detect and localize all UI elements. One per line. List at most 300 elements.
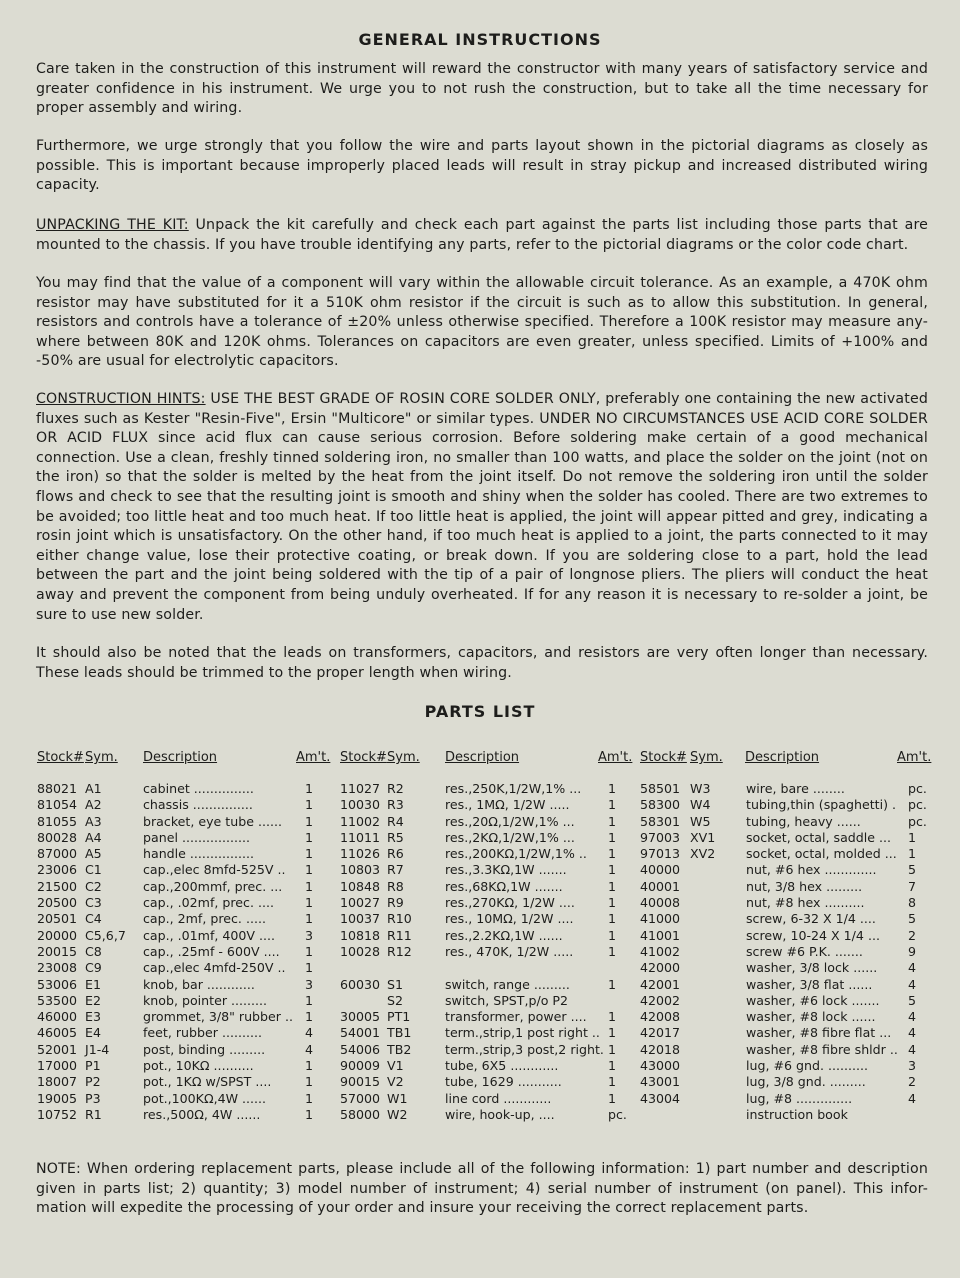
parts-row [640, 911, 925, 927]
part-symbol: R7 [387, 862, 404, 878]
part-description: term.,strip,3 post,2 right. [445, 1041, 604, 1057]
part-stock-number: 43004 [640, 1090, 681, 1106]
part-stock-number: 40000 [640, 862, 681, 878]
parts-row [640, 1107, 925, 1123]
parts-row [340, 1074, 620, 1090]
part-symbol: C3 [85, 895, 102, 911]
part-description: res.,2.2KΩ,1W ...... [445, 927, 563, 943]
part-amount: 8 [908, 895, 917, 911]
part-stock-number: 97013 [640, 846, 681, 862]
part-description: screw, 10-24 X 1/4 ... [746, 927, 880, 943]
part-amount: 4 [908, 1025, 917, 1041]
part-amount: 5 [908, 862, 917, 878]
part-symbol: C4 [85, 911, 102, 927]
parts-row [37, 781, 317, 797]
part-description: post, binding ......... [143, 1041, 266, 1057]
part-stock-number: 80028 [37, 829, 78, 845]
parts-row [340, 993, 620, 1009]
part-stock-number: 10028 [340, 943, 381, 959]
part-amount: pc. [908, 797, 927, 813]
part-amount: 1 [608, 797, 617, 813]
part-symbol: XV2 [690, 846, 716, 862]
unpacking-text: Unpack the kit carefully and check each part against the parts list including those parts that are mounted to the chassis. If you have trouble identifying any parts, refer to the pictorial diagrams or the color code chart. [36, 217, 928, 253]
col2-sym-header: Sym. [387, 750, 420, 765]
part-stock-number: 40001 [640, 878, 681, 894]
part-description: lug, #8 .............. [746, 1090, 853, 1106]
part-description: tube, 6X5 ............ [445, 1058, 559, 1074]
part-amount: 1 [908, 846, 917, 862]
paragraph-unpacking [36, 216, 928, 255]
parts-row [640, 879, 925, 895]
parts-row [37, 797, 317, 813]
parts-row [640, 895, 925, 911]
part-description: wire, hook-up, .... [445, 1106, 555, 1122]
part-symbol: A5 [85, 846, 102, 862]
part-stock-number: 42017 [640, 1025, 681, 1041]
part-amount: 4 [305, 1041, 314, 1057]
paragraph-construction [36, 390, 928, 625]
part-symbol: W4 [690, 797, 711, 813]
parts-row [340, 944, 620, 960]
parts-row [340, 911, 620, 927]
part-stock-number: 23006 [37, 862, 78, 878]
parts-row [37, 1058, 317, 1074]
parts-row [340, 1042, 620, 1058]
part-description: pot., 1KΩ w/SPST .... [143, 1074, 272, 1090]
part-description: res.,68KΩ,1W ....... [445, 878, 563, 894]
part-amount: 1 [305, 797, 314, 813]
parts-row [37, 830, 317, 846]
part-symbol: C5,6,7 [85, 927, 126, 943]
parts-row [640, 1058, 925, 1074]
parts-column-3 [640, 781, 925, 1123]
col2-amt-header: Am't. [598, 750, 633, 765]
part-symbol: P1 [85, 1058, 101, 1074]
part-amount: 5 [908, 992, 917, 1008]
part-stock-number: 97003 [640, 829, 681, 845]
part-stock-number: 41002 [640, 943, 681, 959]
part-amount: pc. [608, 1106, 627, 1122]
part-stock-number: 10037 [340, 911, 381, 927]
part-amount: 1 [305, 1074, 314, 1090]
part-description: feet, rubber .......... [143, 1025, 262, 1041]
part-symbol: R3 [387, 797, 404, 813]
part-stock-number: 88021 [37, 781, 78, 796]
part-description: pot.,100KΩ,4W ...... [143, 1090, 267, 1106]
part-description: res.,20Ω,1/2W,1% ... [445, 813, 575, 829]
part-amount: 1 [608, 1074, 617, 1090]
part-stock-number: 18007 [37, 1074, 78, 1090]
part-stock-number: 53500 [37, 992, 78, 1008]
part-stock-number: 10818 [340, 927, 381, 943]
parts-row [37, 846, 317, 862]
parts-row [37, 928, 317, 944]
parts-row [640, 1074, 925, 1090]
part-stock-number: 42008 [640, 1009, 681, 1025]
parts-row [37, 862, 317, 878]
part-stock-number: 11027 [340, 781, 381, 796]
part-description: chassis ............... [143, 797, 253, 813]
parts-row [640, 797, 925, 813]
part-description: res., 10MΩ, 1/2W .... [445, 911, 574, 927]
part-description: res.,3.3KΩ,1W ....... [445, 862, 567, 878]
part-stock-number: 46000 [37, 1009, 78, 1025]
parts-row [340, 1009, 620, 1025]
parts-row [640, 814, 925, 830]
part-amount: 1 [305, 1058, 314, 1074]
part-symbol: W3 [690, 781, 711, 796]
col3-amt-header: Am't. [897, 750, 932, 765]
parts-row [340, 1058, 620, 1074]
parts-row [640, 862, 925, 878]
part-stock-number: 58300 [640, 797, 681, 813]
part-stock-number: 43001 [640, 1074, 681, 1090]
part-stock-number: 42002 [640, 992, 681, 1008]
part-stock-number: 42001 [640, 976, 681, 992]
parts-row [340, 781, 620, 797]
parts-row [340, 928, 620, 944]
parts-row [640, 781, 925, 797]
part-description: bracket, eye tube ...... [143, 813, 282, 829]
part-amount: 3 [305, 927, 314, 943]
parts-row [640, 977, 925, 993]
part-amount: 4 [908, 1009, 917, 1025]
part-description: switch, range ......... [445, 976, 570, 992]
part-amount: 1 [305, 781, 314, 796]
part-description: transformer, power .... [445, 1009, 587, 1025]
part-symbol: W5 [690, 813, 711, 829]
parts-row [37, 960, 317, 976]
part-symbol: W1 [387, 1090, 408, 1106]
part-amount: 4 [908, 1090, 917, 1106]
part-description: res.,270KΩ, 1/2W .... [445, 895, 575, 911]
part-stock-number: 58301 [640, 813, 681, 829]
parts-row [640, 993, 925, 1009]
parts-row [640, 830, 925, 846]
parts-row [37, 911, 317, 927]
part-symbol: R1 [85, 1106, 102, 1122]
part-amount: 1 [608, 781, 617, 796]
part-description: cap., .01mf, 400V .... [143, 927, 276, 943]
part-description: tubing,thin (spaghetti) . [746, 797, 896, 813]
part-stock-number: 58000 [340, 1106, 381, 1122]
part-stock-number: 20500 [37, 895, 78, 911]
part-stock-number: 10848 [340, 878, 381, 894]
part-description: instruction book [746, 1106, 848, 1122]
part-symbol: R6 [387, 846, 404, 862]
part-amount: 1 [608, 911, 617, 927]
part-symbol: R12 [387, 943, 412, 959]
part-stock-number: 90015 [340, 1074, 381, 1090]
parts-row [37, 944, 317, 960]
parts-row [340, 814, 620, 830]
parts-row [340, 895, 620, 911]
part-amount: 1 [608, 943, 617, 959]
part-stock-number: 23008 [37, 960, 78, 976]
part-description: panel ................. [143, 829, 250, 845]
parts-row [37, 1107, 317, 1123]
parts-column-2 [340, 781, 627, 1123]
part-description: res.,200KΩ,1/2W,1% .. [445, 846, 587, 862]
part-amount: 1 [305, 846, 314, 862]
part-amount: 1 [608, 862, 617, 878]
part-stock-number: 87000 [37, 846, 78, 862]
part-amount: 1 [305, 1009, 314, 1025]
part-description: screw #6 P.K. ....... [746, 943, 863, 959]
parts-row [340, 1091, 620, 1107]
part-amount: 1 [608, 1058, 617, 1074]
parts-row [640, 944, 925, 960]
part-symbol: E1 [85, 976, 101, 992]
part-stock-number: 19005 [37, 1090, 78, 1106]
col2-desc-header: Description [445, 750, 520, 765]
part-description: knob, pointer ......... [143, 992, 268, 1008]
part-description: knob, bar ............ [143, 976, 255, 992]
part-description: cap.,200mmf, prec. ... [143, 878, 283, 894]
parts-row [340, 1106, 627, 1123]
paragraph-layout: Furthermore, we urge strongly that you follow the wire and parts layout shown in the pictorial diagrams as closely as possible. This is important because improperly placed leads will result in stray pickup and increased distributed wiring capacity. [36, 138, 928, 194]
part-amount: 1 [608, 846, 617, 862]
parts-row [37, 977, 317, 993]
part-amount: 1 [608, 1009, 617, 1025]
part-symbol: R10 [387, 911, 412, 927]
part-stock-number: 17000 [37, 1058, 78, 1074]
part-symbol: A2 [85, 797, 102, 813]
parts-row [340, 960, 620, 976]
parts-row [640, 960, 925, 976]
part-symbol: R5 [387, 829, 404, 845]
part-amount: 3 [908, 1058, 917, 1074]
part-symbol: TB2 [387, 1041, 412, 1057]
part-description: grommet, 3/8" rubber .. [143, 1009, 293, 1025]
part-stock-number: 53006 [37, 976, 78, 992]
part-amount: 1 [608, 1041, 617, 1057]
col3-desc-header: Description [745, 750, 820, 765]
part-description: cap., .25mf - 600V .... [143, 943, 280, 959]
part-description: lug, #6 gnd. .......... [746, 1058, 869, 1074]
part-description: washer, #6 lock ....... [746, 992, 880, 1008]
part-description: screw, 6-32 X 1/4 .... [746, 911, 876, 927]
parts-row [640, 1091, 925, 1107]
part-stock-number: 52001 [37, 1041, 78, 1057]
part-amount: 9 [908, 943, 917, 959]
part-amount: 1 [608, 1090, 617, 1106]
part-amount: 1 [305, 895, 314, 911]
part-symbol: C9 [85, 960, 102, 976]
part-stock-number: 57000 [340, 1090, 381, 1106]
part-symbol: R8 [387, 878, 404, 894]
part-symbol: A3 [85, 813, 102, 829]
col2-stock-header: Stock# [340, 750, 387, 765]
part-amount: 1 [305, 1106, 314, 1122]
col1-desc-header: Description [143, 750, 218, 765]
parts-row [37, 1074, 317, 1090]
part-symbol: V1 [387, 1058, 404, 1074]
parts-row [340, 1025, 620, 1041]
parts-row [37, 1009, 317, 1025]
part-amount: 1 [608, 1025, 617, 1041]
part-amount: 3 [305, 976, 314, 992]
part-description: washer, 3/8 flat ...... [746, 976, 873, 992]
part-stock-number: 81055 [37, 813, 78, 829]
part-symbol: P2 [85, 1074, 101, 1090]
col3-stock-header: Stock# [640, 750, 687, 765]
parts-row [37, 1025, 317, 1041]
parts-row [340, 862, 620, 878]
part-description: switch, SPST,p/o P2 [445, 992, 569, 1008]
parts-row [640, 1009, 925, 1025]
part-symbol: E2 [85, 992, 101, 1008]
part-amount: 1 [305, 862, 314, 878]
parts-row [640, 1025, 925, 1041]
part-amount: 4 [908, 976, 917, 992]
parts-list-title: PARTS LIST [424, 702, 536, 721]
part-amount: 1 [305, 813, 314, 829]
part-description: lug, 3/8 gnd. ......... [746, 1074, 866, 1090]
part-amount: 1 [608, 813, 617, 829]
part-amount: 2 [908, 1074, 917, 1090]
part-description: washer, 3/8 lock ...... [746, 960, 878, 976]
part-description: washer, #8 fibre shldr .. [746, 1041, 898, 1057]
part-stock-number: 21500 [37, 878, 78, 894]
part-symbol: TB1 [387, 1025, 412, 1041]
part-stock-number: 40008 [640, 895, 681, 911]
part-symbol: C1 [85, 862, 102, 878]
part-description: socket, octal, saddle ... [746, 829, 892, 845]
part-symbol: J1-4 [85, 1041, 110, 1057]
parts-row [640, 846, 925, 862]
part-symbol: C8 [85, 943, 102, 959]
note-ordering: NOTE: When ordering replacement parts, please include all of the following information: 1) part number and description given in parts list; 2) quantity; 3) model number of instrument; 4) serial number of instrument (on panel). This infor-mation will expedite the processing of your order and insure your receiving the correct replacement parts. [36, 1161, 928, 1217]
part-symbol: R9 [387, 895, 404, 911]
part-stock-number: 20501 [37, 911, 78, 927]
part-amount: 1 [908, 829, 917, 845]
part-amount: 1 [608, 878, 617, 894]
part-amount: 1 [305, 943, 314, 959]
part-description: cap., 2mf, prec. ..... [143, 911, 266, 927]
part-symbol: XV1 [690, 829, 716, 845]
col1-stock-header: Stock# [37, 750, 84, 765]
general-instructions-title: GENERAL INSTRUCTIONS [358, 30, 602, 49]
part-amount: 4 [908, 960, 917, 976]
part-description: nut, 3/8 hex ......... [746, 878, 863, 894]
part-stock-number: 81054 [37, 797, 78, 813]
part-symbol: W2 [387, 1106, 408, 1122]
part-stock-number: 42018 [640, 1041, 681, 1057]
part-amount: 4 [908, 1041, 917, 1057]
part-symbol: C2 [85, 878, 102, 894]
paragraph-care: Care taken in the construction of this instrument will reward the constructor with many years of satisfactory service and greater confidence in his instrument. We urge you to not rush the construction, but to take all the time necessary for proper assembly and wiring. [36, 61, 928, 117]
parts-row [37, 814, 317, 830]
part-description: res.,2KΩ,1/2W,1% ... [445, 829, 575, 845]
part-stock-number: 54001 [340, 1025, 381, 1041]
part-description: term.,strip,1 post right .. [445, 1025, 600, 1041]
part-stock-number: 60030 [340, 976, 381, 992]
part-description: washer, #8 lock ...... [746, 1009, 876, 1025]
part-stock-number: 30005 [340, 1009, 381, 1025]
part-stock-number: 10027 [340, 895, 381, 911]
part-stock-number: 90009 [340, 1058, 381, 1074]
part-description: res., 470K, 1/2W ..... [445, 943, 574, 959]
part-amount: pc. [908, 781, 927, 796]
part-description: handle ................ [143, 846, 254, 862]
parts-row [340, 830, 620, 846]
parts-row [340, 879, 620, 895]
part-symbol: R11 [387, 927, 412, 943]
part-amount: 1 [608, 829, 617, 845]
part-description: washer, #8 fibre flat ... [746, 1025, 892, 1041]
part-description: line cord ............ [445, 1090, 552, 1106]
part-description: nut, #6 hex ............. [746, 862, 877, 878]
part-stock-number: 46005 [37, 1025, 78, 1041]
part-description: socket, octal, molded ... [746, 846, 897, 862]
part-description: res.,500Ω, 4W ...... [143, 1106, 261, 1122]
part-symbol: PT1 [387, 1009, 411, 1025]
construction-hints-text: USE THE BEST GRADE OF ROSIN CORE SOLDER ONLY, preferably one containing the new activated fluxes such as Kester "Resin-Five", Ersin "Multicore" or similar types. UNDER NO CIRCUMSTANCES USE ACID CORE SOLDER OR ACID FLUX since acid flux can cause serious corrosion. Before soldering make certain of a good mechanical connection. Use a clean, freshly tinned soldering iron, no smaller than 100 watts, and place the solder on the joint (not on the iron) so that the solder is melted by the heat from the joint itself. Do not remove the soldering iron until the solder flows and check to see that the resulting joint is smooth and shiny when the solder has cooled. There are two extremes to be avoided; too little heat and too much heat. If too little heat is applied, the joint will appear pitted and grey, indicating a rosin joint which is unsatisfactory. On the other hand, if too much heat is applied to a joint, the parts connected to it may either change value, lose their protective coating, or break down. If you are soldering close to a part, hold the lead between the part and the joint being soldered with the tip of a pair of longnose pliers. The pliers will conduct the heat away and prevent the component from being unduly overheated. If for any reason it is necessary to re-solder a joint, be sure to use new solder. [36, 391, 928, 623]
part-stock-number: 20000 [37, 927, 78, 943]
part-stock-number: 10752 [37, 1106, 78, 1122]
part-description: cap.,elec 4mfd-250V .. [143, 960, 286, 976]
part-description: cap.,elec 8mfd-525V .. [143, 862, 286, 878]
part-stock-number: 20015 [37, 943, 78, 959]
part-stock-number: 54006 [340, 1041, 381, 1057]
part-stock-number: 11011 [340, 829, 381, 845]
part-stock-number: 10030 [340, 797, 381, 813]
part-amount: 5 [908, 911, 917, 927]
part-stock-number: 10803 [340, 862, 381, 878]
part-symbol: R2 [387, 781, 404, 796]
part-amount: 1 [305, 878, 314, 894]
part-symbol: E4 [85, 1025, 101, 1041]
part-amount: 1 [608, 927, 617, 943]
part-symbol: P3 [85, 1090, 101, 1106]
part-stock-number: 42000 [640, 960, 681, 976]
part-description: cap., .02mf, prec. .... [143, 895, 274, 911]
part-amount: 1 [608, 976, 617, 992]
part-description: cabinet ............... [143, 781, 254, 796]
parts-row [37, 993, 317, 1009]
part-stock-number: 43000 [640, 1058, 681, 1074]
part-symbol: E3 [85, 1009, 101, 1025]
parts-row [37, 879, 317, 895]
part-description: tubing, heavy ...... [746, 813, 861, 829]
part-symbol: V2 [387, 1074, 404, 1090]
part-stock-number: 11002 [340, 813, 381, 829]
part-symbol: A4 [85, 829, 102, 845]
part-amount: 1 [305, 1090, 314, 1106]
parts-row [37, 1091, 317, 1107]
part-description: wire, bare ........ [746, 781, 845, 796]
part-amount: 1 [305, 960, 314, 976]
part-amount: 4 [305, 1025, 314, 1041]
part-description: res.,250K,1/2W,1% ... [445, 781, 582, 796]
part-amount: 7 [908, 878, 917, 894]
parts-row [640, 928, 925, 944]
part-symbol: S1 [387, 976, 404, 992]
part-stock-number: 58501 [640, 781, 681, 796]
part-symbol: R4 [387, 813, 404, 829]
part-amount: 2 [908, 927, 917, 943]
parts-column-1 [37, 781, 317, 1123]
part-stock-number: 11026 [340, 846, 381, 862]
part-amount: 1 [305, 911, 314, 927]
parts-row [640, 1042, 925, 1058]
part-symbol: A1 [85, 781, 102, 796]
part-amount: 1 [305, 992, 314, 1008]
part-stock-number: 41001 [640, 927, 681, 943]
part-amount: pc. [908, 813, 927, 829]
parts-row [340, 797, 620, 813]
